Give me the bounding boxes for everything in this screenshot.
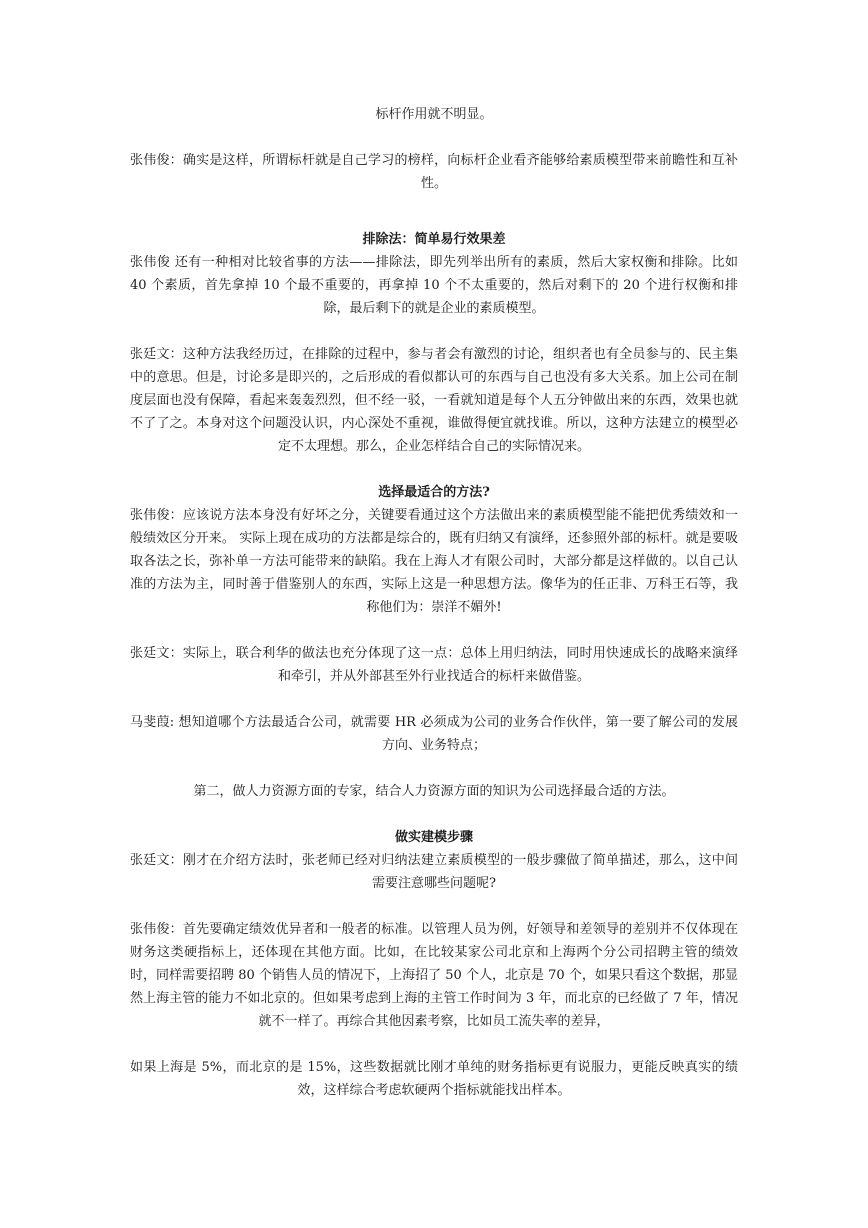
paragraph-2: 张伟俊：确实是这样，所谓标杆就是自己学习的榜样，向标杆企业看齐能够给素质模型带来前瞻性和互补性。 <box>130 153 738 191</box>
document-page <box>130 103 738 1125</box>
section-heading-modeling-steps: 做实建模步骤 <box>394 830 473 845</box>
paragraph-5: 张伟俊：应该说方法本身没有好坏之分，关键要看通过这个方法做出来的素质模型能不能把优秀绩效和一般绩效区分开来。 实际上现在成功的方法都是综合的，既有归纳又有演绎，还参照外部的标杆。就是要吸取各法之长，弥补单一方法可能带来的缺陷。我在上海人才有限公司时，大部分都是这样做的。以自己认准的方法为主，同时善于借鉴别人的东西，实际上这是一种思想方法。像华为的任正非、万科王石等，我称他们为：崇洋不媚外! <box>130 508 738 615</box>
paragraph-9: 张廷文：刚才在介绍方法时，张老师已经对归纳法建立素质模型的一般步骤做了简单描述，那么，这中间需要注意哪些问题呢? <box>130 853 738 891</box>
paragraph-10: 张伟俊：首先要确定绩效优异者和一般者的标准。以管理人员为例，好领导和差领导的差别并不仅体现在财务这类硬指标上，还体现在其他方面。比如，在比较某家公司北京和上海两个分公司招聘主管的绩效时，同样需要招聘 80 个销售人员的情况下，上海招了 50 个人，北京是 70 个，如果只看这个数据，那显然上海主管的能力不如北京的。但如果考虑到上海的主管工作时间为 3 年，而北京的已经做了 7 年，情况就不一样了。再综合其他因素考察，比如员工流失率的差异， <box>130 922 738 1029</box>
spacer <box>130 218 738 228</box>
paragraph-1: 标杆作用就不明显。 <box>375 107 493 122</box>
paragraph-4: 张廷文：这种方法我经历过，在排除的过程中，参与者会有激烈的讨论，组织者也有全员参与的、民主集中的意思。但是，讨论多是即兴的，之后形成的看似都认可的东西与自己也没有多大关系。加上公司在制度层面也没有保障，看起来轰轰烈烈，但不经一驳，一看就知道是每个人五分钟做出来的东西，效果也就不了了之。本身对这个问题没认识，内心深处不重视，谁做得便宜就找谁。所以，这种方法建立的模型必定不太理想。那么，企业怎样结合自己的实际情况来。 <box>130 347 738 454</box>
paragraph-7: 马斐葭: 想知道哪个方法最适合公司，就需要 HR 必须成为公司的业务合作伙伴，第一要了解公司的发展方向、业务特点； <box>130 715 738 753</box>
paragraph-11: 如果上海是 5%，而北京的是 15%，这些数据就比刚才单纯的财务指标更有说服力，更能反映真实的绩效，这样综合考虑软硬两个指标就能找出样本。 <box>130 1060 738 1098</box>
paragraph-8: 第二，做人力资源方面的专家，结合人力资源方面的知识为公司选择最合适的方法。 <box>193 784 675 799</box>
paragraph-3: 张伟俊 还有一种相对比较省事的方法——排除法，即先列举出所有的素质，然后大家权衡和排除。比如 40 个素质，首先拿掉 10 个最不重要的，再拿掉 10 个不太重要的，然后对剩下的 20 个进行权衡和排除，最后剩下的就是企业的素质模型。 <box>130 255 738 316</box>
section-heading-exclusion: 排除法：简单易行效果差 <box>362 232 506 247</box>
paragraph-6: 张廷文：实际上，联合利华的做法也充分体现了这一点：总体上用归纳法，同时用快速成长的战略来演绎和牵引，并从外部甚至外行业找适合的标杆来做借鉴。 <box>130 646 738 684</box>
section-heading-choose-method: 选择最适合的方法? <box>378 485 490 500</box>
